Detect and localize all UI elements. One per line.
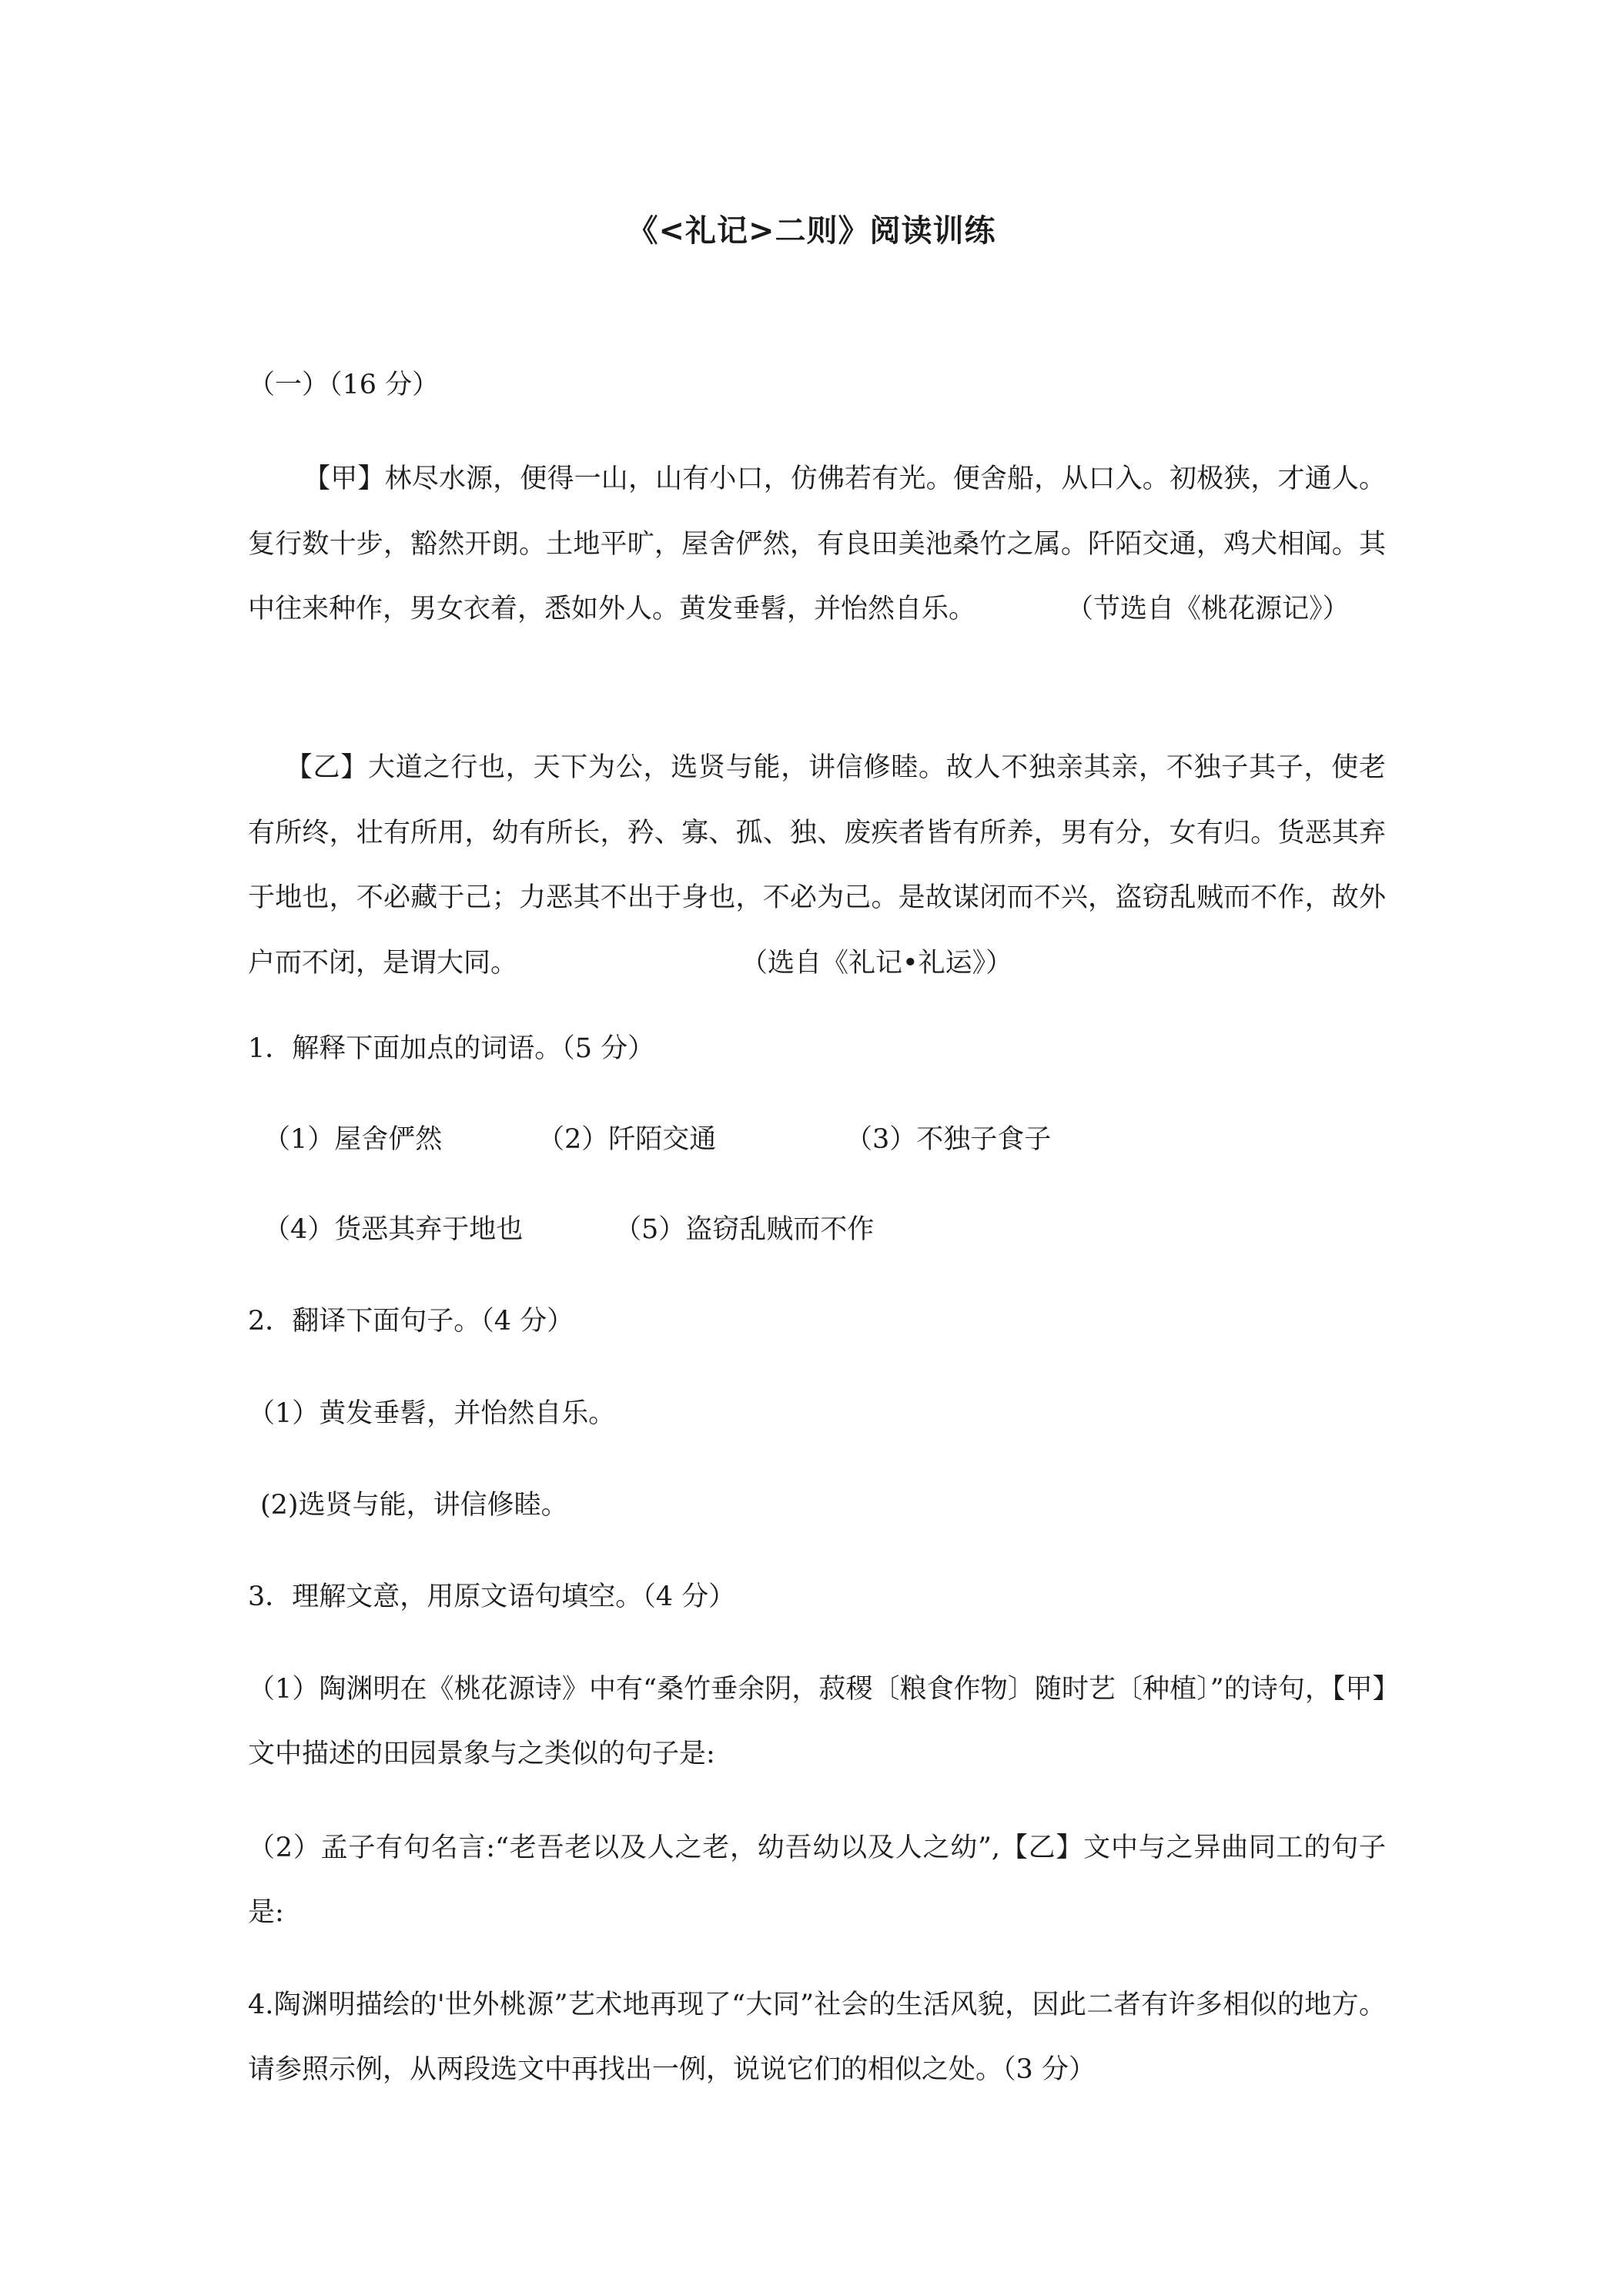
passage-b-text: 【乙】大道之行也，天下为公，选贤与能，讲信修睦。故人不独亲其亲，不独子其子，使老有所终，壮有所用，幼有所长，矜、寡、孤、独、废疾者皆有所养，男有分，女有归。货恶其弃于地也，不必藏于己；力恶其不出于身也，不必为己。是故谋闭而不兴，盗窃乱贼而不作，故外户而不闭，是谓大同。 [248,752,1386,979]
question-1-item: （2）阡陌交通 [537,1124,717,1155]
section-header: （一）（16 分） [248,370,440,400]
question-2-stem: 2．翻译下面句子。（4 分） [248,1306,574,1337]
question-1-item: （5）盗窃乱贼而不作 [614,1214,875,1245]
passage-b-source: （选自《礼记•礼运》） [741,947,1013,979]
question-1-item: （1）屋舍俨然 [263,1124,443,1155]
question-2-item: (2)选贤与能，讲信修睦。 [260,1490,568,1521]
question-1-item: （4）货恶其弃于地也 [263,1214,524,1245]
passage-a-source: （节选自《桃花源记》） [1066,594,1350,624]
question-1-stem: 1．解释下面加点的词语。（5 分） [248,1033,655,1064]
question-1-item: （3）不独子食子 [845,1124,1052,1155]
question-3-item-1: （1）陶渊明在《桃花源诗》中有“桑竹垂余阴，菽稷〔粮食作物〕随时艺〔种植〕”的诗句，【甲】文中描述的田园景象与之类似的句子是: [248,1674,1386,1769]
question-3-stem: 3．理解文意，用原文语句填空。（4 分） [248,1581,736,1612]
passage-b [248,735,1386,996]
question-4: 4.陶渊明描绘的'世外桃源”艺术地再现了“大同”社会的生活风貌，因此二者有许多相似的地方。请参照示例，从两段选文中再找出一例，说说它们的相似之处。（3 分） [248,1990,1386,2085]
document-title: 《<礼记>二则》阅读训练 [627,213,996,249]
passage-a [248,447,1386,642]
question-3-item-2: （2）孟子有句名言:“老吾老以及人之老，幼吾幼以及人之幼”,【乙】文中与之异曲同工的句子是: [248,1832,1386,1928]
passage-a-text: 【甲】林尽水源，便得一山，山有小口，仿佛若有光。便舍船，从口入。初极狭，才通人。复行数十步，豁然开朗。土地平旷，屋舍俨然，有良田美池桑竹之属。阡陌交通，鸡犬相闻。其中往来种作，男女衣着，悉如外人。黄发垂髫，并怡然自乐。 [248,464,1386,624]
question-2-item: （1）黄发垂髫，并怡然自乐。 [248,1398,616,1429]
